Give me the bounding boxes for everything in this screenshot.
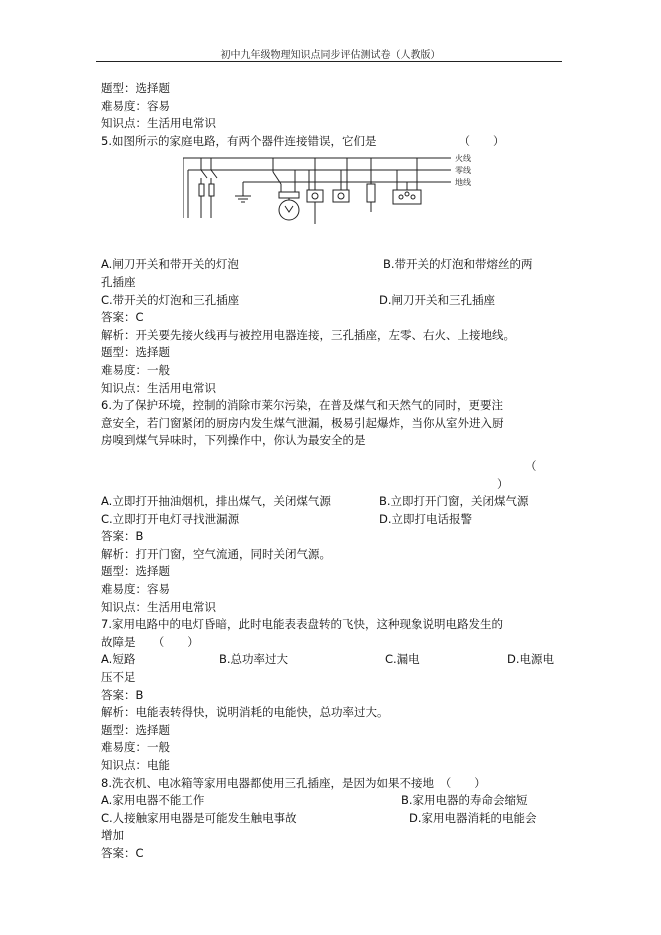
- q7-options-row: [101, 651, 561, 669]
- q5-blank: （ ）: [458, 133, 505, 148]
- q5-option-c: C.带开关的灯泡和三孔插座: [101, 292, 240, 307]
- two-hole-socket-icon: [307, 190, 323, 202]
- circuit-diagram: [101, 152, 561, 250]
- q7-option-a: A.短路: [101, 652, 136, 667]
- q6-blank-open: （: [525, 458, 537, 473]
- q6-option-d: D.立即打电话报警: [379, 511, 473, 526]
- knife-switch-icon: [201, 170, 207, 178]
- q8-option-d-cont: 增加: [101, 828, 124, 843]
- difficulty: 难易度：容易: [101, 98, 170, 113]
- q7-knowledge: 知识点：电能: [101, 758, 170, 772]
- question-type: 题型：选择题: [101, 81, 170, 95]
- q6-blank-close-row: [101, 476, 561, 494]
- q5-stem-text: 5.如图所示的家庭电路，有两个器件连接错误，它们是: [101, 133, 377, 148]
- q5-analysis: 解析：开关要先接火线再与被控用电器连接，三孔插座，左零、右火、上接地线。: [101, 327, 515, 342]
- q5-option-b: B.带开关的灯泡和带熔丝的两: [383, 257, 533, 272]
- q7-stem-1: 7.家用电路中的电灯昏暗，此时电能表表盘转的飞快，这种现象说明电路发生的: [101, 617, 503, 632]
- q7-type: 题型：选择题: [101, 722, 170, 737]
- q6-blank-close: ）: [497, 476, 509, 491]
- q7-option-c: C.漏电: [385, 652, 420, 667]
- q5-stem: [101, 133, 561, 151]
- q6-type: 题型：选择题: [101, 564, 170, 579]
- q5-options-row2: [101, 292, 561, 310]
- q6-stem-3: 房嗅到煤气异味时，下列操作中，你认为最安全的是: [101, 433, 366, 448]
- q7-difficulty: 难易度：一般: [101, 740, 170, 755]
- q6-blank-open-row: [101, 458, 561, 476]
- q6-options-row1: [101, 493, 561, 511]
- q5-option-a: A.闸刀开关和带开关的灯泡: [101, 257, 239, 272]
- q5-option-d: D.闸刀开关和三孔插座: [379, 292, 496, 307]
- q5-answer: 答案：C: [101, 310, 144, 325]
- q8-option-d: D.家用电器消耗的电能会: [409, 810, 537, 825]
- q6-stem-1: 6.为了保护环境，控制的消除市莱尔污染，在普及煤气和天然气的同时，更要注: [101, 398, 503, 413]
- q6-option-b: B.立即打开门窗，关闭煤气源: [379, 494, 529, 509]
- q5-options-row1: [101, 256, 561, 274]
- circuit-diagram-svg: [183, 152, 483, 248]
- q6-answer: 答案：B: [101, 529, 144, 544]
- fuse-icon: [199, 184, 204, 196]
- q6-knowledge: 知识点：生活用电常识: [101, 599, 216, 614]
- q6-option-c: C.立即打开电灯寻找泄漏源: [101, 511, 240, 526]
- q8-answer: 答案：C: [101, 845, 144, 860]
- q7-option-d-cont: 压不足: [101, 670, 136, 685]
- fused-socket-fuse-icon: [367, 184, 375, 202]
- q5-difficulty: 难易度：一般: [101, 362, 170, 377]
- lamp-bulb-icon: [279, 200, 299, 220]
- q5-option-b-cont: 孔插座: [101, 274, 136, 289]
- lamp-holder-icon: [279, 192, 299, 198]
- q8-options-row2: [101, 810, 561, 828]
- q7-answer: 答案：B: [101, 687, 144, 702]
- q8-option-a: A.家用电器不能工作: [101, 793, 205, 808]
- q8-option-b: B.家用电器的寿命会缩短: [401, 793, 528, 808]
- q8-stem: 8.洗衣机、电冰箱等家用电器都使用三孔插座，是因为如果不接地 （ ）: [101, 775, 486, 790]
- q8-option-c: C.人接触家用电器是可能发生触电事故: [101, 810, 297, 825]
- label-neutral: 零线: [455, 166, 471, 176]
- q7-option-b: B.总功率过大: [219, 652, 289, 667]
- header-rule: [96, 61, 562, 62]
- socket-icon: [333, 190, 349, 202]
- q6-option-a: A.立即打开抽油烟机，排出煤气，关闭煤气源: [101, 494, 331, 509]
- q7-stem-2: 故障是 （ ）: [101, 634, 199, 649]
- q8-options-row1: [101, 792, 561, 810]
- q7-option-d: D.电源电: [507, 652, 555, 667]
- knowledge-point: 知识点：生活用电常识: [101, 116, 216, 131]
- q6-difficulty: 难易度：容易: [101, 582, 170, 597]
- q5-knowledge: 知识点：生活用电常识: [101, 380, 216, 395]
- q5-type: 题型：选择题: [101, 345, 170, 360]
- q6-options-row2: [101, 511, 561, 529]
- page-header: 初中九年级物理知识点同步评估测试卷（人教版）: [220, 50, 441, 61]
- q6-analysis: 解析：打开门窗，空气流通，同时关闭气源。: [101, 546, 331, 561]
- label-live: 火线: [455, 154, 471, 164]
- q7-analysis: 解析：电能表转得快，说明消耗的电能快，总功率过大。: [101, 705, 389, 720]
- document-body: [101, 80, 561, 863]
- label-ground: 地线: [455, 178, 471, 188]
- q6-stem-2: 意安全，若门窗紧闭的厨房内发生煤气泄漏，极易引起爆炸，当你从室外进入厨: [101, 415, 504, 430]
